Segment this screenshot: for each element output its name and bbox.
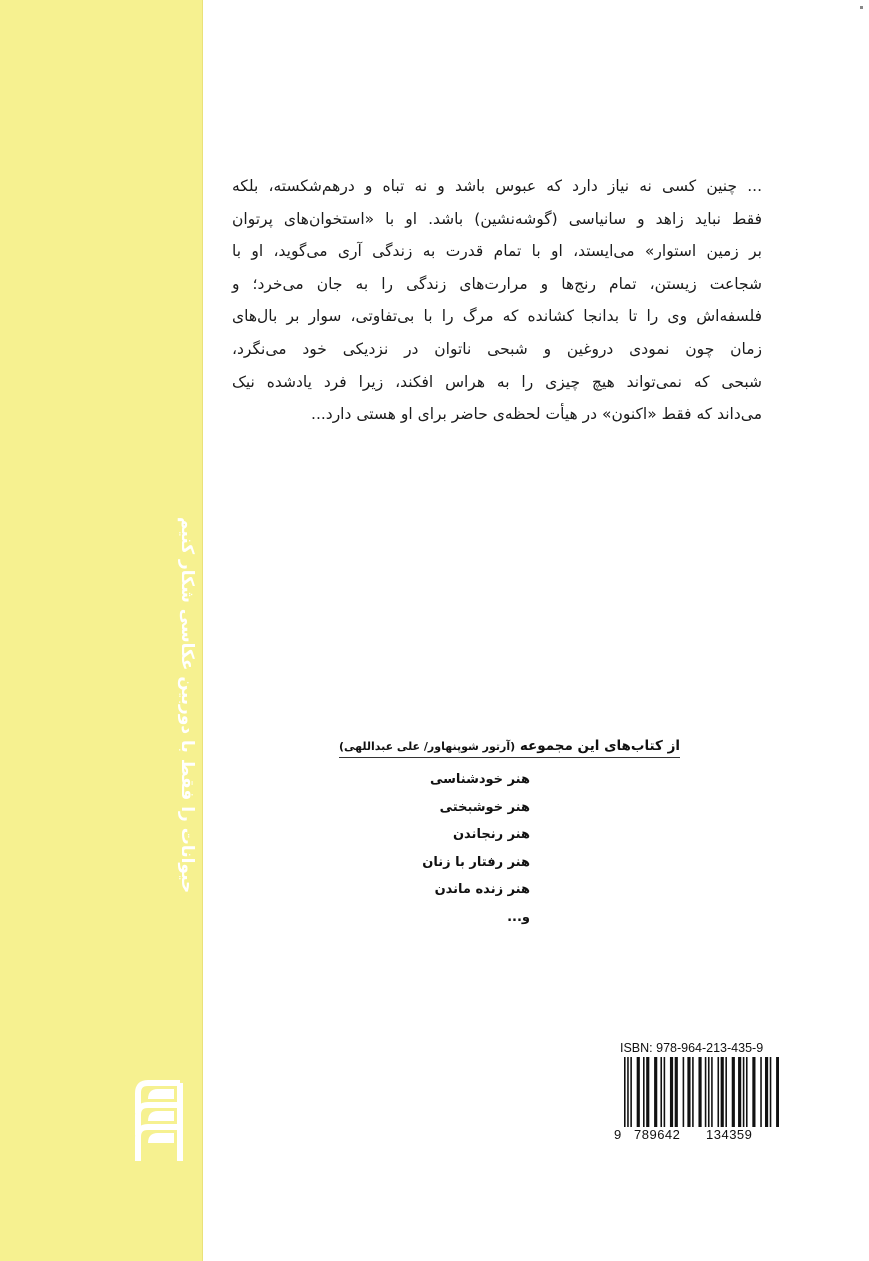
barcode-bar: [664, 1057, 666, 1127]
barcode-bar: [725, 1057, 727, 1127]
blurb-line: شبحی که نمی‌تواند هیچ چیزی را به هراس افکند، زیرا فرد یادشده نیک: [232, 372, 762, 391]
corner-dot: [860, 6, 863, 9]
blurb-line: فلسفه‌اش وی را تا بدانجا کشانده که مرگ را با بی‌تفاوتی، سوار بر بال‌های: [232, 307, 762, 326]
barcode-bar: [765, 1057, 768, 1127]
barcode-bar: [717, 1057, 719, 1127]
series-title-item: و...: [507, 909, 530, 925]
barcode-bar: [705, 1057, 707, 1127]
blurb-line: زمان چون نمودی دروغین و شبحی ناتوان در نزدیکی خود می‌نگرد،: [232, 339, 762, 358]
yellow-spine-strip: [0, 0, 203, 1261]
series-heading-title: از کتاب‌های این مجموعه: [519, 738, 680, 754]
series-title-item: هنر خوشبختی: [439, 799, 530, 815]
barcode-digits-left: 789642: [634, 1127, 681, 1142]
barcode-bar: [760, 1057, 762, 1127]
barcode-bar: [627, 1057, 629, 1127]
barcode-digit-first: 9: [614, 1127, 622, 1142]
barcode-bar: [746, 1057, 748, 1127]
back-cover-blurb: [232, 170, 762, 431]
series-title-item: هنر زنده ماندن: [434, 882, 530, 897]
barcode-bar: [654, 1057, 657, 1127]
barcode-bar: [675, 1057, 678, 1127]
series-titles: [380, 766, 680, 931]
barcode-bar: [637, 1057, 640, 1127]
barcode-bar: [630, 1057, 632, 1127]
barcode-bar: [732, 1057, 735, 1127]
series-book-list: [338, 735, 680, 931]
series-title-item: هنر رنجاندن: [452, 827, 530, 842]
barcode-bar: [698, 1057, 701, 1127]
isbn-barcode-block: [614, 1041, 779, 1145]
barcode-bar: [738, 1057, 741, 1127]
series-title-item: هنر خودشناسی: [429, 772, 530, 787]
spine-tagline: حیوانات را فقط با دوربین عکاسی شکار کنیم: [177, 516, 197, 894]
barcode-digits-right: 134359: [706, 1127, 753, 1142]
series-heading: [339, 738, 680, 758]
barcode-bar: [670, 1057, 673, 1127]
barcode-bar: [646, 1057, 649, 1127]
blurb-line: بر زمین استوار» می‌ایستد، او با تمام قدرت به زندگی آری می‌گوید، او با: [232, 242, 762, 261]
barcode-bar: [752, 1057, 755, 1127]
series-title-item: هنر رفتار با زنان: [422, 854, 530, 870]
blurb-line: می‌داند که فقط «اکنون» در هیأت لحظه‌ی حاضر برای او هستی دارد...: [311, 405, 762, 424]
barcode-bar: [708, 1057, 710, 1127]
isbn-label: ISBN: 978-964-213-435-9: [620, 1041, 764, 1055]
barcode-bar: [770, 1057, 772, 1127]
barcode-bar: [692, 1057, 694, 1127]
blurb-line: ... چنین کسی نه نیاز دارد که عبوس باشد و نه تباه و درهم‌شکسته، بلکه: [232, 177, 762, 195]
barcode-bar: [743, 1057, 745, 1127]
barcode-bar: [711, 1057, 713, 1127]
barcode-bar: [687, 1057, 690, 1127]
barcode-bar: [721, 1057, 724, 1127]
blurb-line: شجاعت زیستن، تمام رنج‌ها و مرارت‌های زندگی را به جان می‌خرد؛ و: [232, 274, 762, 293]
barcode-bar: [643, 1057, 645, 1127]
barcode-bar: [624, 1057, 626, 1127]
stacked-leaves-logo: [130, 1075, 192, 1165]
barcode-bar: [660, 1057, 662, 1127]
barcode: [614, 1057, 779, 1129]
blurb-line: فقط نباید زاهد و سانیاسی (گوشه‌نشین) باشد. او با «استخوان‌های پرتوان: [232, 209, 762, 228]
series-heading-author: (آرتور شوپنهاور/ علی عبداللهی): [338, 740, 516, 753]
barcode-bar: [776, 1057, 779, 1127]
barcode-bar: [683, 1057, 685, 1127]
